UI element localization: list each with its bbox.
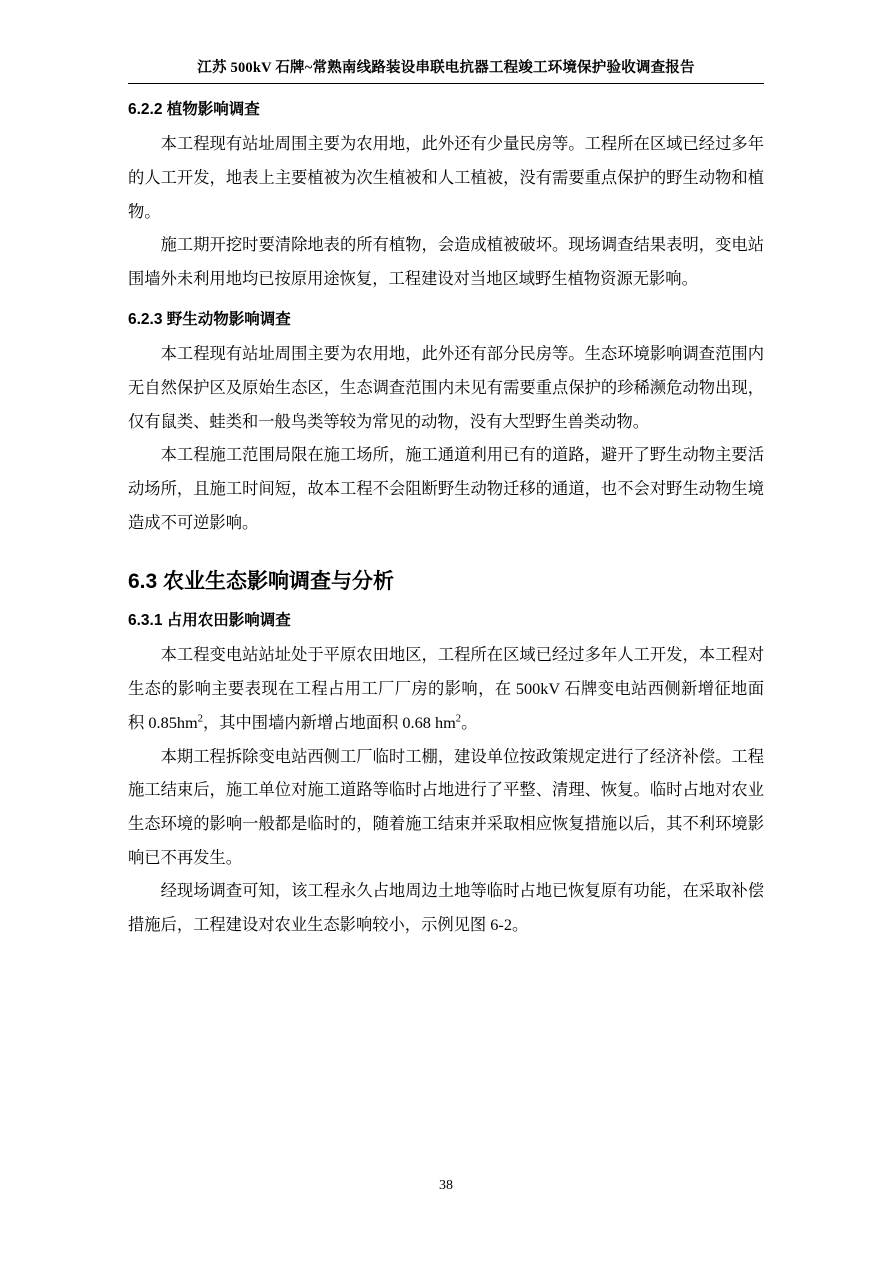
- paragraph: 本工程现有站址周围主要为农用地，此外还有部分民房等。生态环境影响调查范围内无自然保护区及原始生态区，生态调查范围内未见有需要重点保护的珍稀濒危动物出现，仅有鼠类、蛙类和一般鸟类等较为常见的动物，没有大型野生兽类动物。: [128, 344, 764, 431]
- paragraph: 本工程变电站站址处于平原农田地区，工程所在区域已经过多年人工开发，本工程对生态的影响主要表现在工程占用工厂厂房的影响，在 500kV 石牌变电站西侧新增征地面积 $0.85hm^2$，其中围墙内新增占地面积 0.68 $hm^2$。: [128, 645, 764, 732]
- paragraph: 经现场调查可知，该工程永久占地周边土地等临时占地已恢复原有功能，在采取补偿措施后，工程建设对农业生态影响较小，示例见图 6-2。: [128, 881, 764, 935]
- paragraph: 本工程施工范围局限在施工场所，施工通道利用已有的道路，避开了野生动物主要活动场所，且施工时间短，故本工程不会阻断野生动物迁移的通道，也不会对野生动物生境造成不可逆影响。: [128, 445, 764, 532]
- paragraph: 施工期开挖时要清除地表的所有植物，会造成植被破坏。现场调查结果表明，变电站围墙外未利用地均已按原用途恢复，工程建设对当地区域野生植物资源无影响。: [128, 235, 764, 289]
- section-heading-6-2-3: 6.2.3 野生动物影响调查: [128, 310, 291, 328]
- header-divider: [128, 83, 764, 84]
- section-heading-6-3-1: 6.3.1 占用农田影响调查: [128, 612, 291, 630]
- paragraph: 本工程现有站址周围主要为农用地，此外还有少量民房等。工程所在区域已经过多年的人工开发，地表上主要植被为次生植被和人工植被，没有需要重点保护的野生动物和植物。: [128, 134, 764, 221]
- section-heading-6-3: 6.3 农业生态影响调查与分析: [128, 569, 395, 593]
- page-number: 38: [439, 1178, 453, 1193]
- paragraph: 本期工程拆除变电站西侧工厂临时工棚，建设单位按政策规定进行了经济补偿。工程施工结束后，施工单位对施工道路等临时占地进行了平整、清理、恢复。临时占地对农业生态环境的影响一般都是临时的，随着施工结束并采取相应恢复措施以后，其不利环境影响已不再发生。: [128, 746, 764, 867]
- running-header-title: 江苏 500kV 石牌~常熟南线路装设串联电抗器工程竣工环境保护验收调查报告: [197, 60, 695, 76]
- page-content: [128, 56, 764, 942]
- section-heading-6-2-2: 6.2.2 植物影响调查: [128, 101, 260, 118]
